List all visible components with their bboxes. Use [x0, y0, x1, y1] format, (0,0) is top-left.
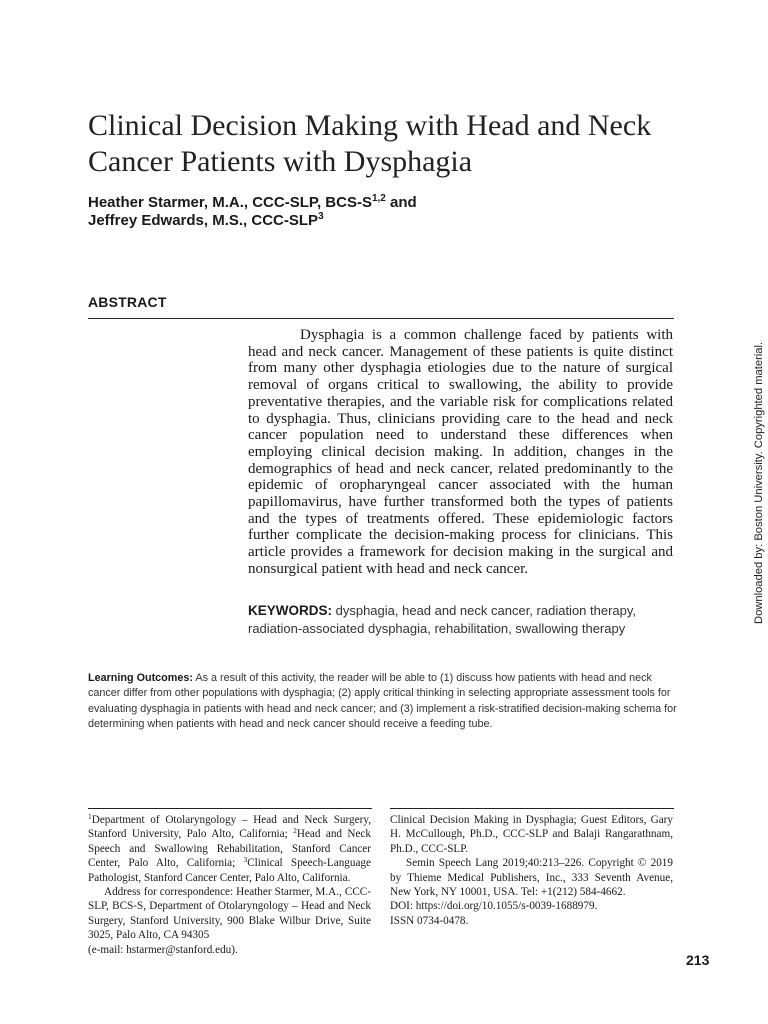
affiliation-mark-3: 3: [243, 855, 248, 865]
page-number: 213: [686, 952, 710, 968]
author-line-2: [88, 212, 648, 230]
article-title: Clinical Decision Making with Head and Neck Cancer Patients with Dysphagia: [88, 109, 652, 178]
affiliations-footnote: [88, 813, 371, 957]
keywords-label: KEYWORDS:: [248, 603, 332, 618]
correspondence-address: Address for correspondence: Heather Starmer, M.A., CCC-SLP, BCS-S, Department of Otolaryngology – Head and Neck Surgery, Stanford University, 900 Blake Wilbur Drive, Suite 3025, Palo Alto, CA 94305: [88, 886, 371, 942]
author-conjunction: and: [385, 194, 417, 211]
affiliations: [88, 813, 371, 885]
keywords: [248, 602, 678, 638]
abstract-divider: [88, 318, 674, 319]
download-notice: Downloaded by: Boston University. Copyrighted material.: [753, 341, 765, 624]
footnote-divider-right: [390, 808, 674, 809]
keywords-list: dysphagia, head and neck cancer, radiation therapy, radiation-associated dysphagia, rehabilitation, swallowing therapy: [248, 603, 637, 636]
issn: ISSN 0734-0478.: [390, 914, 469, 927]
affiliation-1: Department of Otolaryngology – Head and Neck Surgery, Stanford University, Palo Alto, California;: [88, 814, 371, 841]
abstract-body: [248, 327, 673, 578]
issue-info: Clinical Decision Making in Dysphagia; Guest Editors, Gary H. McCullough, Ph.D., CCC-SLP and Balaji Rangarathnam, Ph.D., CCC-SLP.: [390, 814, 673, 855]
affiliation-mark-1: 1: [88, 812, 92, 821]
abstract-heading: ABSTRACT: [88, 294, 167, 310]
doi: DOI: https://doi.org/10.1055/s-0039-1688979.: [390, 900, 598, 913]
learning-outcomes: [88, 671, 678, 733]
affiliation-2: Head and Neck Speech and Swallowing Rehabilitation, Stanford Cancer Center, Palo Alto, California;: [88, 828, 371, 870]
author-line-1: [88, 194, 648, 212]
author-list: [88, 194, 648, 230]
learning-outcomes-text: As a result of this activity, the reader will be able to (1) discuss how patients with head and neck cancer differ from other populations with dysphagia; (2) apply critical thinking in selecting appropriate assessment tools for evaluating dysphagia in patients with head and neck cancer; and (3) implement a risk-stratified decision-making schema for determining when patients with head and neck cancer should receive a feeding tube.: [88, 672, 677, 731]
affiliation-mark-2: 2: [293, 826, 297, 836]
author-2-name: Jeffrey Edwards, M.S., CCC-SLP: [88, 212, 319, 229]
correspondence-email: (e-mail: hstarmer@stanford.edu).: [88, 943, 238, 956]
author-1-affiliation-marks: 1,2: [371, 193, 386, 204]
author-2-affiliation-mark: 3: [318, 211, 324, 222]
learning-outcomes-label: Learning Outcomes:: [88, 672, 193, 684]
citation-info: Semin Speech Lang 2019;40:213–226. Copyright © 2019 by Thieme Medical Publishers, Inc., 333 Seventh Avenue, New York, NY 10001, USA. Tel: +1(212) 584-4662.: [390, 857, 673, 899]
author-1-name: Heather Starmer, M.A., CCC-SLP, BCS-S: [88, 194, 372, 211]
affiliation-3: Clinical Speech-Language Pathologist, Stanford Cancer Center, Palo Alto, California.: [88, 857, 371, 884]
abstract-paragraph: Dysphagia is a common challenge faced by patients with head and neck cancer. Management of these patients is quite distinct from many other dysphagia etiologies due to the nature of surgical removal of organs critical to swallowing, the ability to provide preventative therapies, and the variable risk for complications related to dysphagia. Thus, clinicians providing care to the head and neck cancer population need to understand these differences when employing clinical decision making. In addition, changes in the demographics of head and neck cancer, related predominantly to the epidemic of oropharyngeal cancer associated with the human papillomavirus, have further transformed both the types of patients and the types of treatments offered. These epidemiologic factors further complicate the decision-making process for clinicians. This article provides a framework for decision making in the surgical and nonsurgical patient with head and neck cancer.: [248, 327, 673, 577]
footnote-divider-left: [88, 808, 372, 809]
publication-footnote: [390, 813, 673, 928]
